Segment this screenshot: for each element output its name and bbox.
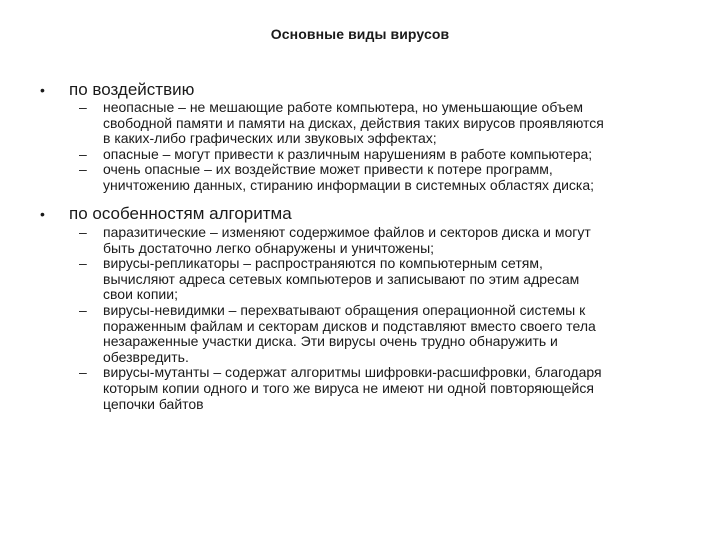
item-line: неопасные – не мешающие работе компьютера, но уменьшающие объем — [103, 99, 584, 115]
item-line: цепочки байтов — [103, 395, 204, 412]
list-item — [0, 256, 720, 303]
item-line: вычисляют адреса сетевых компьютеров и записывают по этим адресам — [103, 270, 580, 287]
item-line: вирусы-репликаторы – распространяются по компьютерным сетям, — [103, 255, 543, 272]
dash-icon: – — [79, 301, 87, 318]
dash-icon: – — [79, 364, 87, 381]
list-item — [0, 225, 720, 256]
bullet-icon: • — [40, 82, 45, 98]
sub-list — [0, 100, 720, 194]
item-line: быть достаточно легко обнаружены и уничтожены; — [103, 239, 435, 256]
item-line: паразитические – изменяют содержимое файлов и секторов диска и могут — [103, 224, 591, 240]
item-line: вирусы-невидимки – перехватывают обращения операционной системы к — [103, 301, 586, 318]
item-line: очень опасные – их воздействие может привести к потере программ, — [103, 161, 553, 178]
list-item — [0, 365, 720, 412]
dash-icon: – — [79, 161, 87, 178]
section-by-algorithm — [0, 204, 720, 412]
dash-icon: – — [79, 99, 87, 115]
bullet-icon: • — [40, 206, 45, 222]
section-label: по воздействию — [69, 80, 195, 99]
item-line: в каких-либо графических или звуковых эффектах; — [103, 130, 437, 147]
section-by-impact — [0, 80, 720, 193]
section-heading — [0, 80, 720, 100]
list-item — [0, 162, 720, 193]
item-line: свободной памяти и памяти на дисках, действия таких вирусов проявляются — [103, 114, 604, 131]
item-line: вирусы-мутанты – содержат алгоритмы шифровки-расшифровки, благодаря — [103, 364, 602, 381]
list-item — [0, 100, 720, 147]
slide-title: Основные виды вирусов — [270, 26, 450, 42]
item-line: уничтожению данных, стиранию информации в системных областях диска; — [103, 176, 595, 193]
dash-icon: – — [79, 145, 87, 162]
section-label: по особенностям алгоритма — [69, 204, 292, 223]
dash-icon: – — [79, 224, 87, 240]
dash-icon: – — [79, 255, 87, 272]
item-line: опасные – могут привести к различным нарушениям в работе компьютера; — [103, 145, 593, 162]
item-line: которым копии одного и того же вируса не имеют ни одной повторяющейся — [103, 379, 594, 396]
item-line: свои копии; — [103, 286, 178, 303]
section-heading — [0, 204, 720, 224]
item-line: обезвредить. — [103, 348, 189, 365]
list-item — [0, 147, 720, 163]
item-line: незараженные участки диска. Эти вирусы очень трудно обнаружить и — [103, 333, 558, 350]
item-line: пораженным файлам и секторам дисков и подставляют вместо своего тела — [103, 317, 596, 334]
list-item — [0, 303, 720, 365]
sub-list — [0, 225, 720, 412]
